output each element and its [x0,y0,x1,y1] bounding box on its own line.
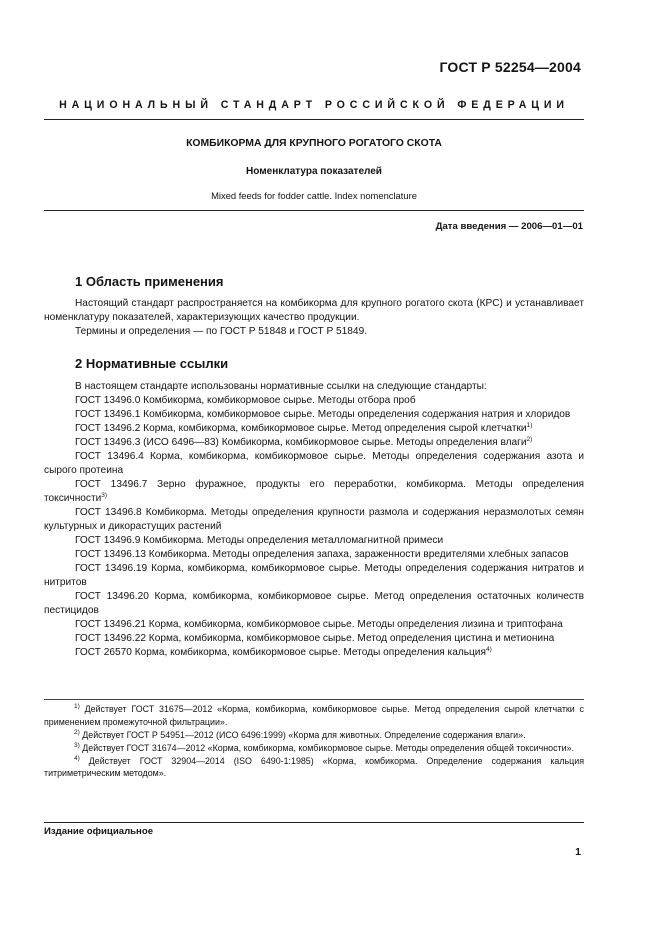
bottom-divider [44,822,584,823]
document-subtitle: Номенклатура показателей [246,166,382,177]
footnote-text: Действует ГОСТ 31675—2012 «Корма, комбикорма, комбикормовое сырье. Метод определения сырой клетчатки с применением промежуточной фильтрации». [44,704,584,727]
footnote-mark: 3) [101,492,108,499]
reference-text: ГОСТ 13496.3 (ИСО 6496—83) Комбикорма, комбикормовое сырье. Методы определения влаги [75,437,527,448]
section-1-paragraph: Настоящий стандарт распространяется на комбикорма для крупного рогатого скота (КРС) и устанавливает номенклатуру показателей, характеризующих качество продукции. [44,298,584,323]
reference-item [44,394,584,408]
footnote-item [44,742,584,755]
footnote-mark: 2) [526,436,533,443]
reference-text: ГОСТ 13496.21 Корма, комбикорма, комбикормовое сырье. Методы определения лизина и триптофана [75,619,563,630]
reference-text: ГОСТ 13496.4 Корма, комбикорма, комбикормовое сырье. Методы определения содержания азота и сырого протеина [44,451,584,476]
section-1-body [44,297,584,339]
document-number: ГОСТ Р 52254—2004 [439,59,581,75]
reference-item [44,506,584,534]
reference-text: ГОСТ 13496.22 Корма, комбикорма, комбикормовое сырье. Метод определения цистина и метионина [75,633,555,644]
footnote-divider [44,699,584,700]
reference-item [44,590,584,618]
reference-item [44,422,584,436]
section-2-body [44,380,584,660]
section-2-heading: 2 Нормативные ссылки [75,356,229,371]
document-title: КОМБИКОРМА ДЛЯ КРУПНОГО РОГАТОГО СКОТА [186,138,442,149]
top-divider [44,119,584,120]
footnote-text: Действует ГОСТ 31674—2012 «Корма, комбикорма, комбикормовое сырье. Методы определения общей токсичности». [82,742,574,753]
reference-item [44,562,584,590]
footnote-text: Действует ГОСТ Р 54951—2012 (ИСО 6496:1999) «Корма для животных. Определение содержания влаги». [82,729,526,740]
reference-item [44,618,584,632]
reference-text: ГОСТ 13496.19 Корма, комбикорма, комбикормовое сырье. Методы определения содержания нитратов и нитритов [44,563,584,588]
footnote-text: Действует ГОСТ 32904—2014 (ISO 6490-1:1985) «Корма, комбикорма. Определение содержания кальция титриметрическим методом». [44,755,584,778]
section-2-intro: В настоящем стандарте использованы нормативные ссылки на следующие стандарты: [75,381,487,392]
reference-item [44,450,584,478]
reference-item [44,436,584,450]
footnote-item [44,703,584,728]
reference-item [44,534,584,548]
footnote-mark: 1) [74,703,80,710]
reference-item [44,478,584,506]
footnotes [44,703,584,780]
footnote-mark: 3) [74,741,80,749]
section-1-heading: 1 Область применения [75,274,224,289]
reference-text: ГОСТ 13496.9 Комбикорма. Методы определения металломагнитной примеси [75,535,444,546]
reference-item [44,632,584,646]
reference-item [44,408,584,422]
footnote-mark: 4) [74,754,80,762]
english-title: Mixed feeds for fodder cattle. Index nomenclature [211,190,417,201]
reference-text: ГОСТ 13496.20 Корма, комбикорма, комбикормовое сырье. Метод определения остаточных количеств пестицидов [44,591,584,616]
reference-text: ГОСТ 13496.1 Комбикорма, комбикормовое сырье. Методы определения содержания натрия и хлоридов [75,409,571,420]
section-1-paragraph: Термины и определения — по ГОСТ Р 51848 и ГОСТ Р 51849. [75,326,368,337]
edition-label: Издание официальное [44,826,154,837]
page-number: 1 [575,846,581,858]
footnote-mark: 2) [74,728,80,736]
footnote-item [44,729,584,742]
normative-references-list [44,394,584,660]
reference-text: ГОСТ 26570 Корма, комбикорма, комбикормовое сырье. Методы определения кальция [75,647,486,658]
reference-item [44,646,584,660]
reference-text: ГОСТ 13496.13 Комбикорма. Методы определения запаха, зараженности вредителями хлебных запасов [75,549,569,560]
footnote-item [44,755,584,780]
introduction-date: Дата введения — 2006—01—01 [435,221,583,232]
reference-text: ГОСТ 13496.8 Комбикорма. Методы определения крупности размола и содержания неразмолотых семян культурных и дикорастущих растений [44,507,584,532]
footnote-mark: 1) [526,422,533,429]
reference-text: ГОСТ 13496.2 Корма, комбикорма, комбикормовое сырье. Метод определения сырой клетчатки [75,423,527,434]
reference-text: ГОСТ 13496.0 Комбикорма, комбикормовое сырье. Методы отбора проб [75,395,416,406]
reference-text: ГОСТ 13496.7 Зерно фуражное, продукты его переработки, комбикорма. Методы определения токсичности [44,479,584,504]
reference-item [44,548,584,562]
footnote-mark: 4) [485,646,492,653]
title-divider [44,210,584,211]
national-standard-banner: НАЦИОНАЛЬНЫЙ СТАНДАРТ РОССИЙСКОЙ ФЕДЕРАЦИИ [59,99,569,111]
